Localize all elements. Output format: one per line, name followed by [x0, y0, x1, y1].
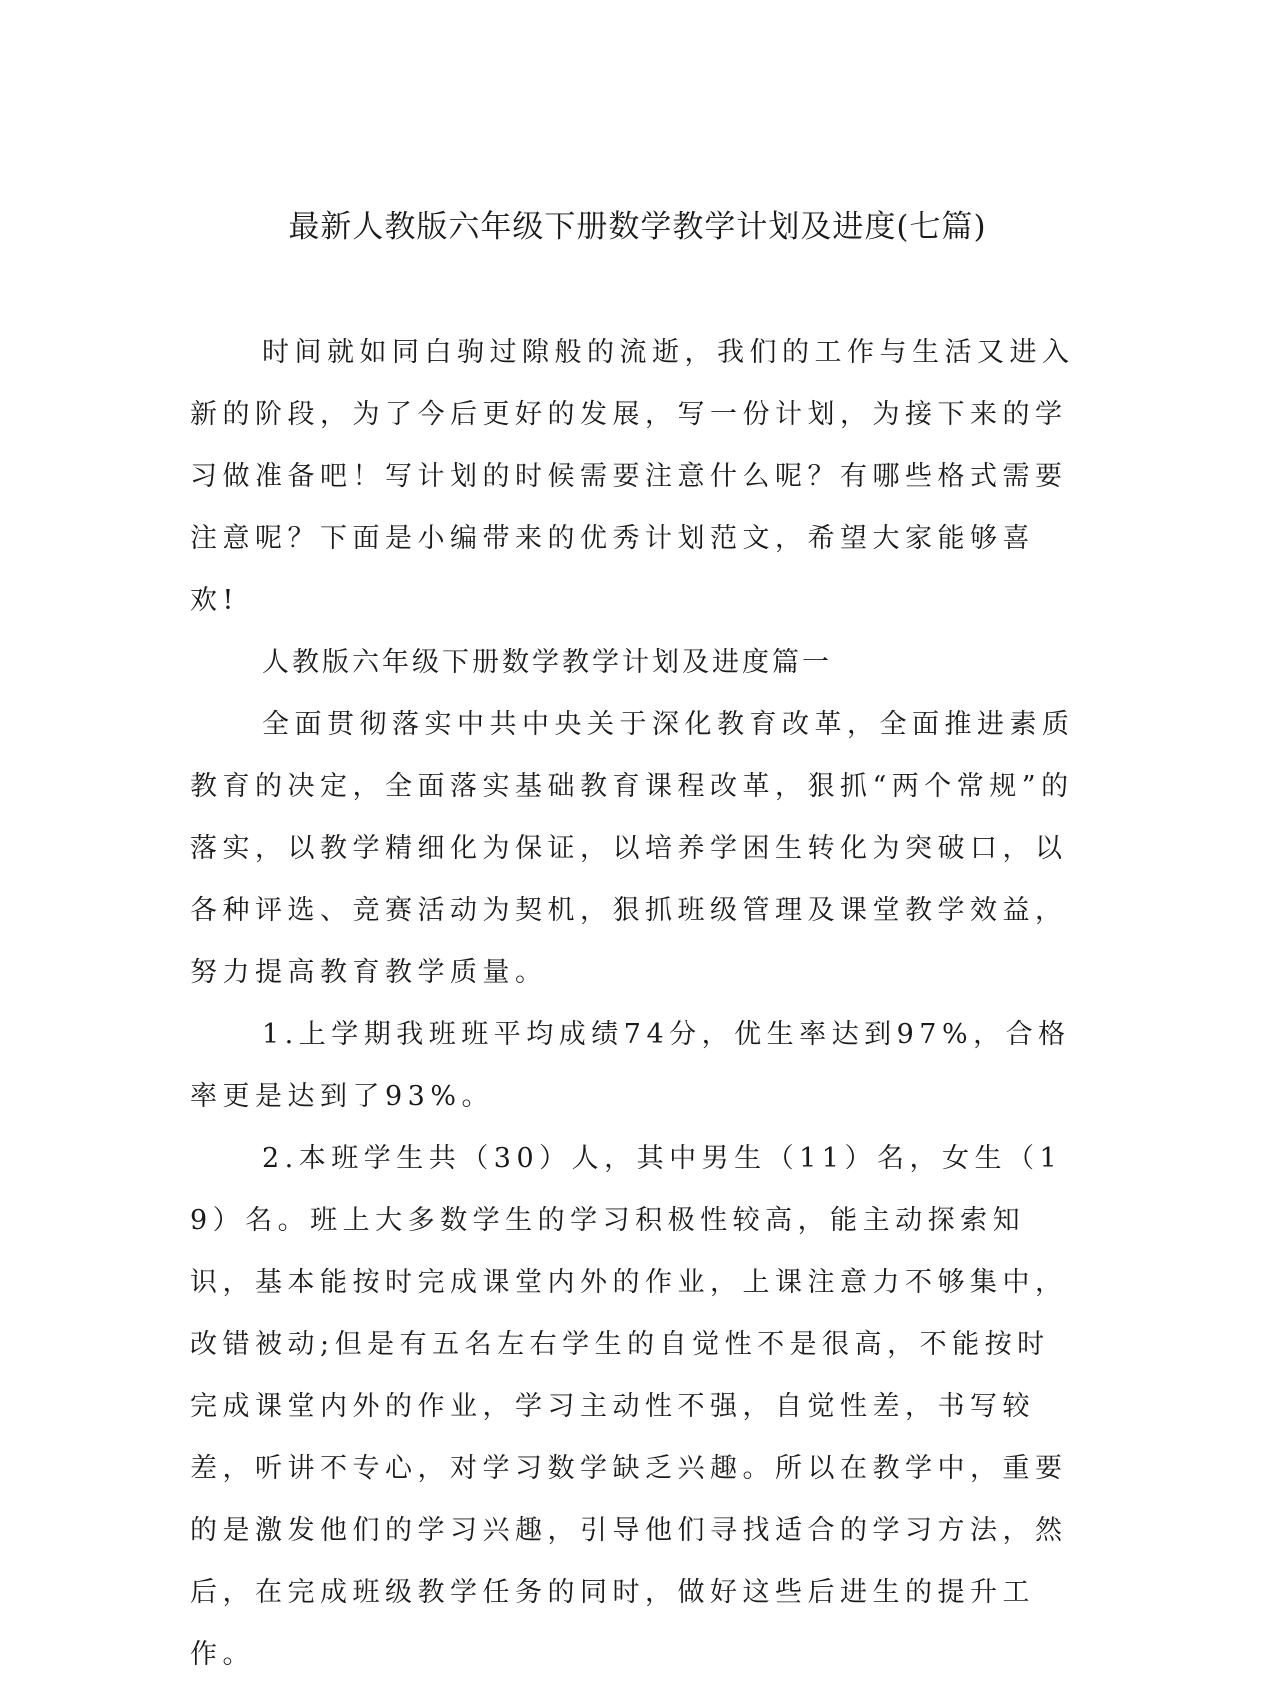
- list-item: 1.上学期我班班平均成绩74分，优生率达到97%，合格率更是达到了93%。: [190, 1019, 1071, 1112]
- document-title: 最新人教版六年级下册数学教学计划及进度(七篇): [288, 209, 987, 245]
- section-heading: 人教版六年级下册数学教学计划及进度篇一: [262, 647, 832, 678]
- document-body: [190, 322, 1080, 1686]
- body-paragraph: 全面贯彻落实中共中央关于深化教育改革，全面推进素质教育的决定，全面落实基础教育课程改革，狠抓“两个常规”的落实，以教学精细化为保证，以培养学困生转化为突破口，以各种评选、竞赛活动为契机，狠抓班级管理及课堂教学效益，努力提高教育教学质量。: [190, 709, 1075, 988]
- intro-paragraph: 时间就如同白驹过隙般的流逝，我们的工作与生活又进入新的阶段，为了今后更好的发展，写一份计划，为接下来的学习做准备吧！写计划的时候需要注意什么呢？有哪些格式需要注意呢？下面是小编带来的优秀计划范文，希望大家能够喜欢!: [190, 337, 1075, 616]
- list-item: 2.本班学生共（30）人，其中男生（11）名，女生（19）名。班上大多数学生的学习积极性较高，能主动探索知识，基本能按时完成课堂内外的作业，上课注意力不够集中，改错被动;但是有五名左右学生的自觉性不是很高，不能按时完成课堂内外的作业，学习主动性不强，自觉性差，书写较差，听讲不专心，对学习数学缺乏兴趣。所以在教学中，重要的是激发他们的学习兴趣，引导他们寻找适合的学习方法，然后，在完成班级教学任务的同时，做好这些后进生的提升工作。: [190, 1143, 1068, 1670]
